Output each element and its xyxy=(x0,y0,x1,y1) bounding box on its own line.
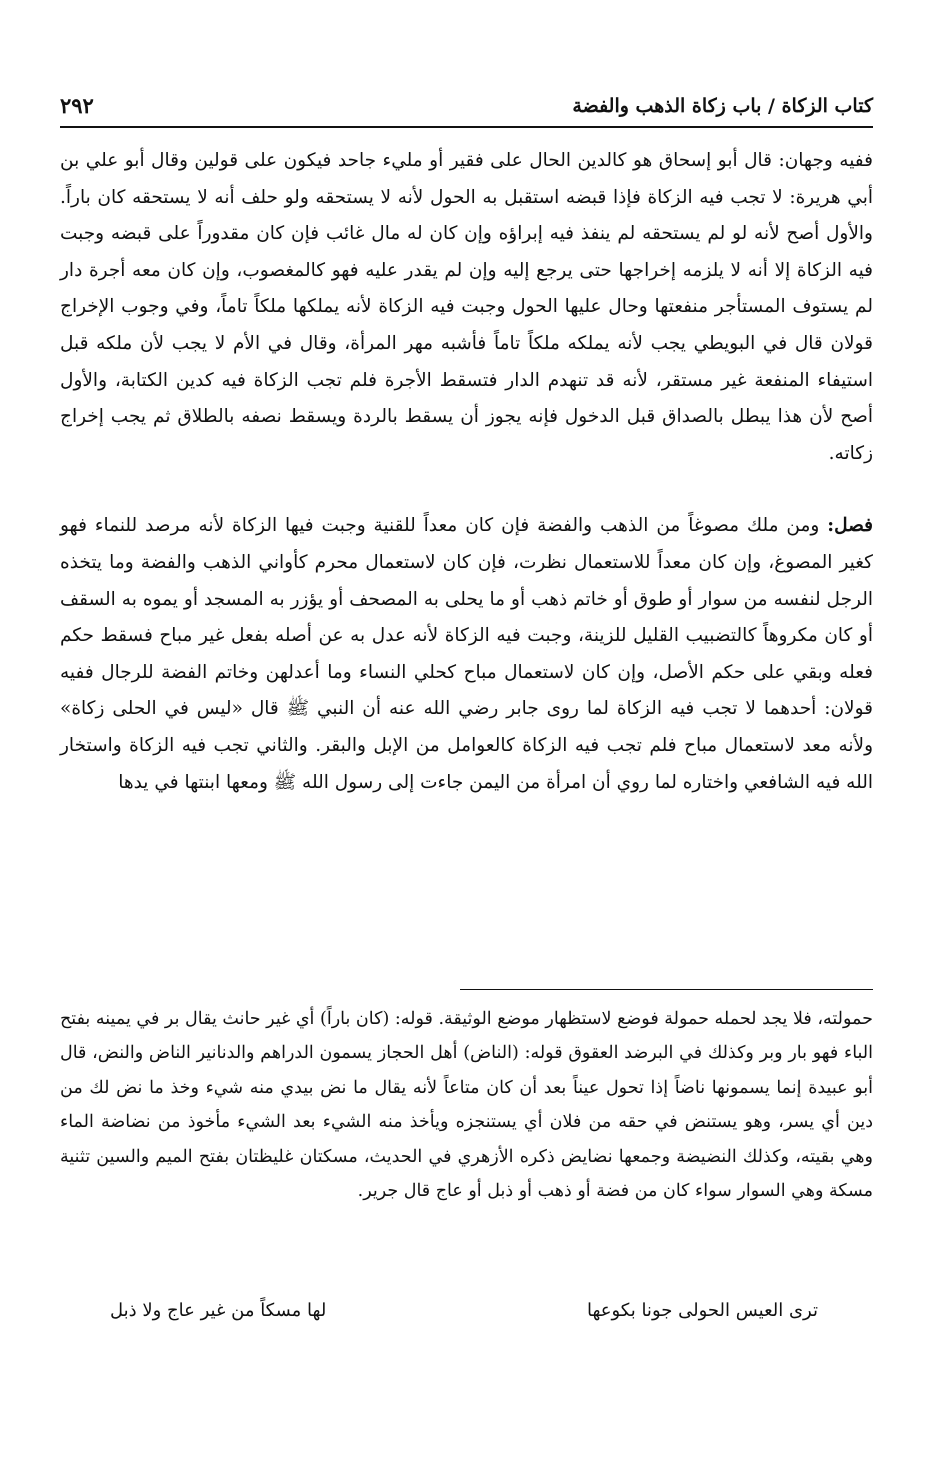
page-number: ٢٩٢ xyxy=(60,93,94,118)
footnotes xyxy=(60,1002,873,1208)
footnote-divider xyxy=(460,989,873,990)
verse-first-hemistich: ترى العيس الحولى جونا بكوعها xyxy=(586,1300,818,1321)
page-header xyxy=(60,92,873,128)
footnote-text: حمولته، فلا يجد لحمله حمولة فوضع لاستظهار موضع الوثيقة. قوله: (كان باراً) أي غير حانث يقال بر في يمينه بفتح الباء فهو بار وبر وكذلك في البرضد العقوق قوله: (الناض) أهل الحجاز يسمون الدراهم والدنانير الناض والنض، قال أبو عبيدة إنما يسمونها ناضاً إذا تحول عيناً بعد أن كان متاعاً لأنه يقال ما نض بيدي منه شيء وخذ ما نض لك من دين أي يسر، وهو يستنض في حقه من فلان أي يستنجزه ويأخذ منه الشيء بعد الشيء مأخوذ من نضاضة الماء وهي بقيته، وكذلك النضيضة وجمعها نضايض ذكره الأزهري في الحديث، مسكتان غليظتان بفتح الميم والسين تثنية مسكة وهي السوار سواء كان من فضة أو ذهب أو ذبل أو عاج قال جرير. xyxy=(60,1009,873,1202)
main-paragraph-2 xyxy=(60,508,873,801)
main-paragraph-1: ففيه وجهان: قال أبو إسحاق هو كالدين الحال على فقير أو مليء جاحد فيكون على قولين وقال أبو علي بن أبي هريرة: لا تجب فيه الزكاة فإذا قبضه استقبل به الحول لأنه لا يستحقه ولو حلف أنه لا يستحقه كان باراً. والأول أصح لأنه لو لم يستحقه لم ينفذ فيه إبراؤه وإن كان له مال غائب فإن كان مقدوراً على قبضه وجبت فيه الزكاة إلا أنه لا يلزمه إخراجها حتى يرجع إليه وإن لم يقدر عليه فهو كالمغصوب، وإن كان معه أجرة دار لم يستوف المستأجر منفعتها وحال عليها الحول وجبت فيه الزكاة لأنه يملكها ملكاً تاماً، وفي وجوب الإخراج قولان قال في البويطي يجب لأنه يملكه ملكاً تاماً فأشبه مهر المرأة، وقال في الأم لا يجب لأن ملكه قبل استيفاء المنفعة غير مستقر، لأنه قد تنهدم الدار فتسقط الأجرة فلم تجب الزكاة فيه كدين الكتابة، والأول أصح لأن هذا يبطل بالصداق قبل الدخول فإنه يجوز أن يسقط بالردة ويسقط نصفه بالطلاق ثم يجب إخراج زكاته. xyxy=(60,150,874,464)
main-text xyxy=(60,143,873,801)
verse-second-hemistich: لها مسكاً من غير عاج ولا ذبل xyxy=(110,1300,327,1321)
section-lead-word: فصل: xyxy=(827,515,873,537)
main-paragraph-2-body: ومن ملك مصوغاً من الذهب والفضة فإن كان معداً للقنية وجبت فيها الزكاة لأنه مرصد للنماء فهو كغير المصوغ، وإن كان معداً للاستعمال نظرت، فإن كان لاستعمال محرم كأواني الذهب والفضة وما يتخذه الرجل لنفسه من سوار أو طوق أو خاتم ذهب أو ما يحلى به المصحف أو يؤزر به المسجد أو يموه به السقف أو كان مكروهاً كالتضبيب القليل للزينة، وجبت فيه الزكاة لأنه عدل به عن أصله بفعل غير مباح فسقط حكم فعله وبقي على حكم الأصل، وإن كان لاستعمال مباح كحلي النساء وما أعدلهن وخاتم الفضة للرجال ففيه قولان: أحدهما لا تجب فيه الزكاة لما روى جابر رضي الله عنه أن النبي ﷺ قال «ليس في الحلى زكاة» ولأنه معد لاستعمال مباح فلم تجب فيه الزكاة كالعوامل من الإبل والبقر. والثاني تجب فيه الزكاة واستخار الله فيه الشافعي واختاره لما روي أن امرأة من اليمن جاءت إلى رسول الله ﷺ ومعها ابنتها في يدها xyxy=(60,515,873,793)
running-title: كتاب الزكاة / باب زكاة الذهب والفضة xyxy=(572,95,873,117)
poetry-verse xyxy=(110,1295,818,1327)
